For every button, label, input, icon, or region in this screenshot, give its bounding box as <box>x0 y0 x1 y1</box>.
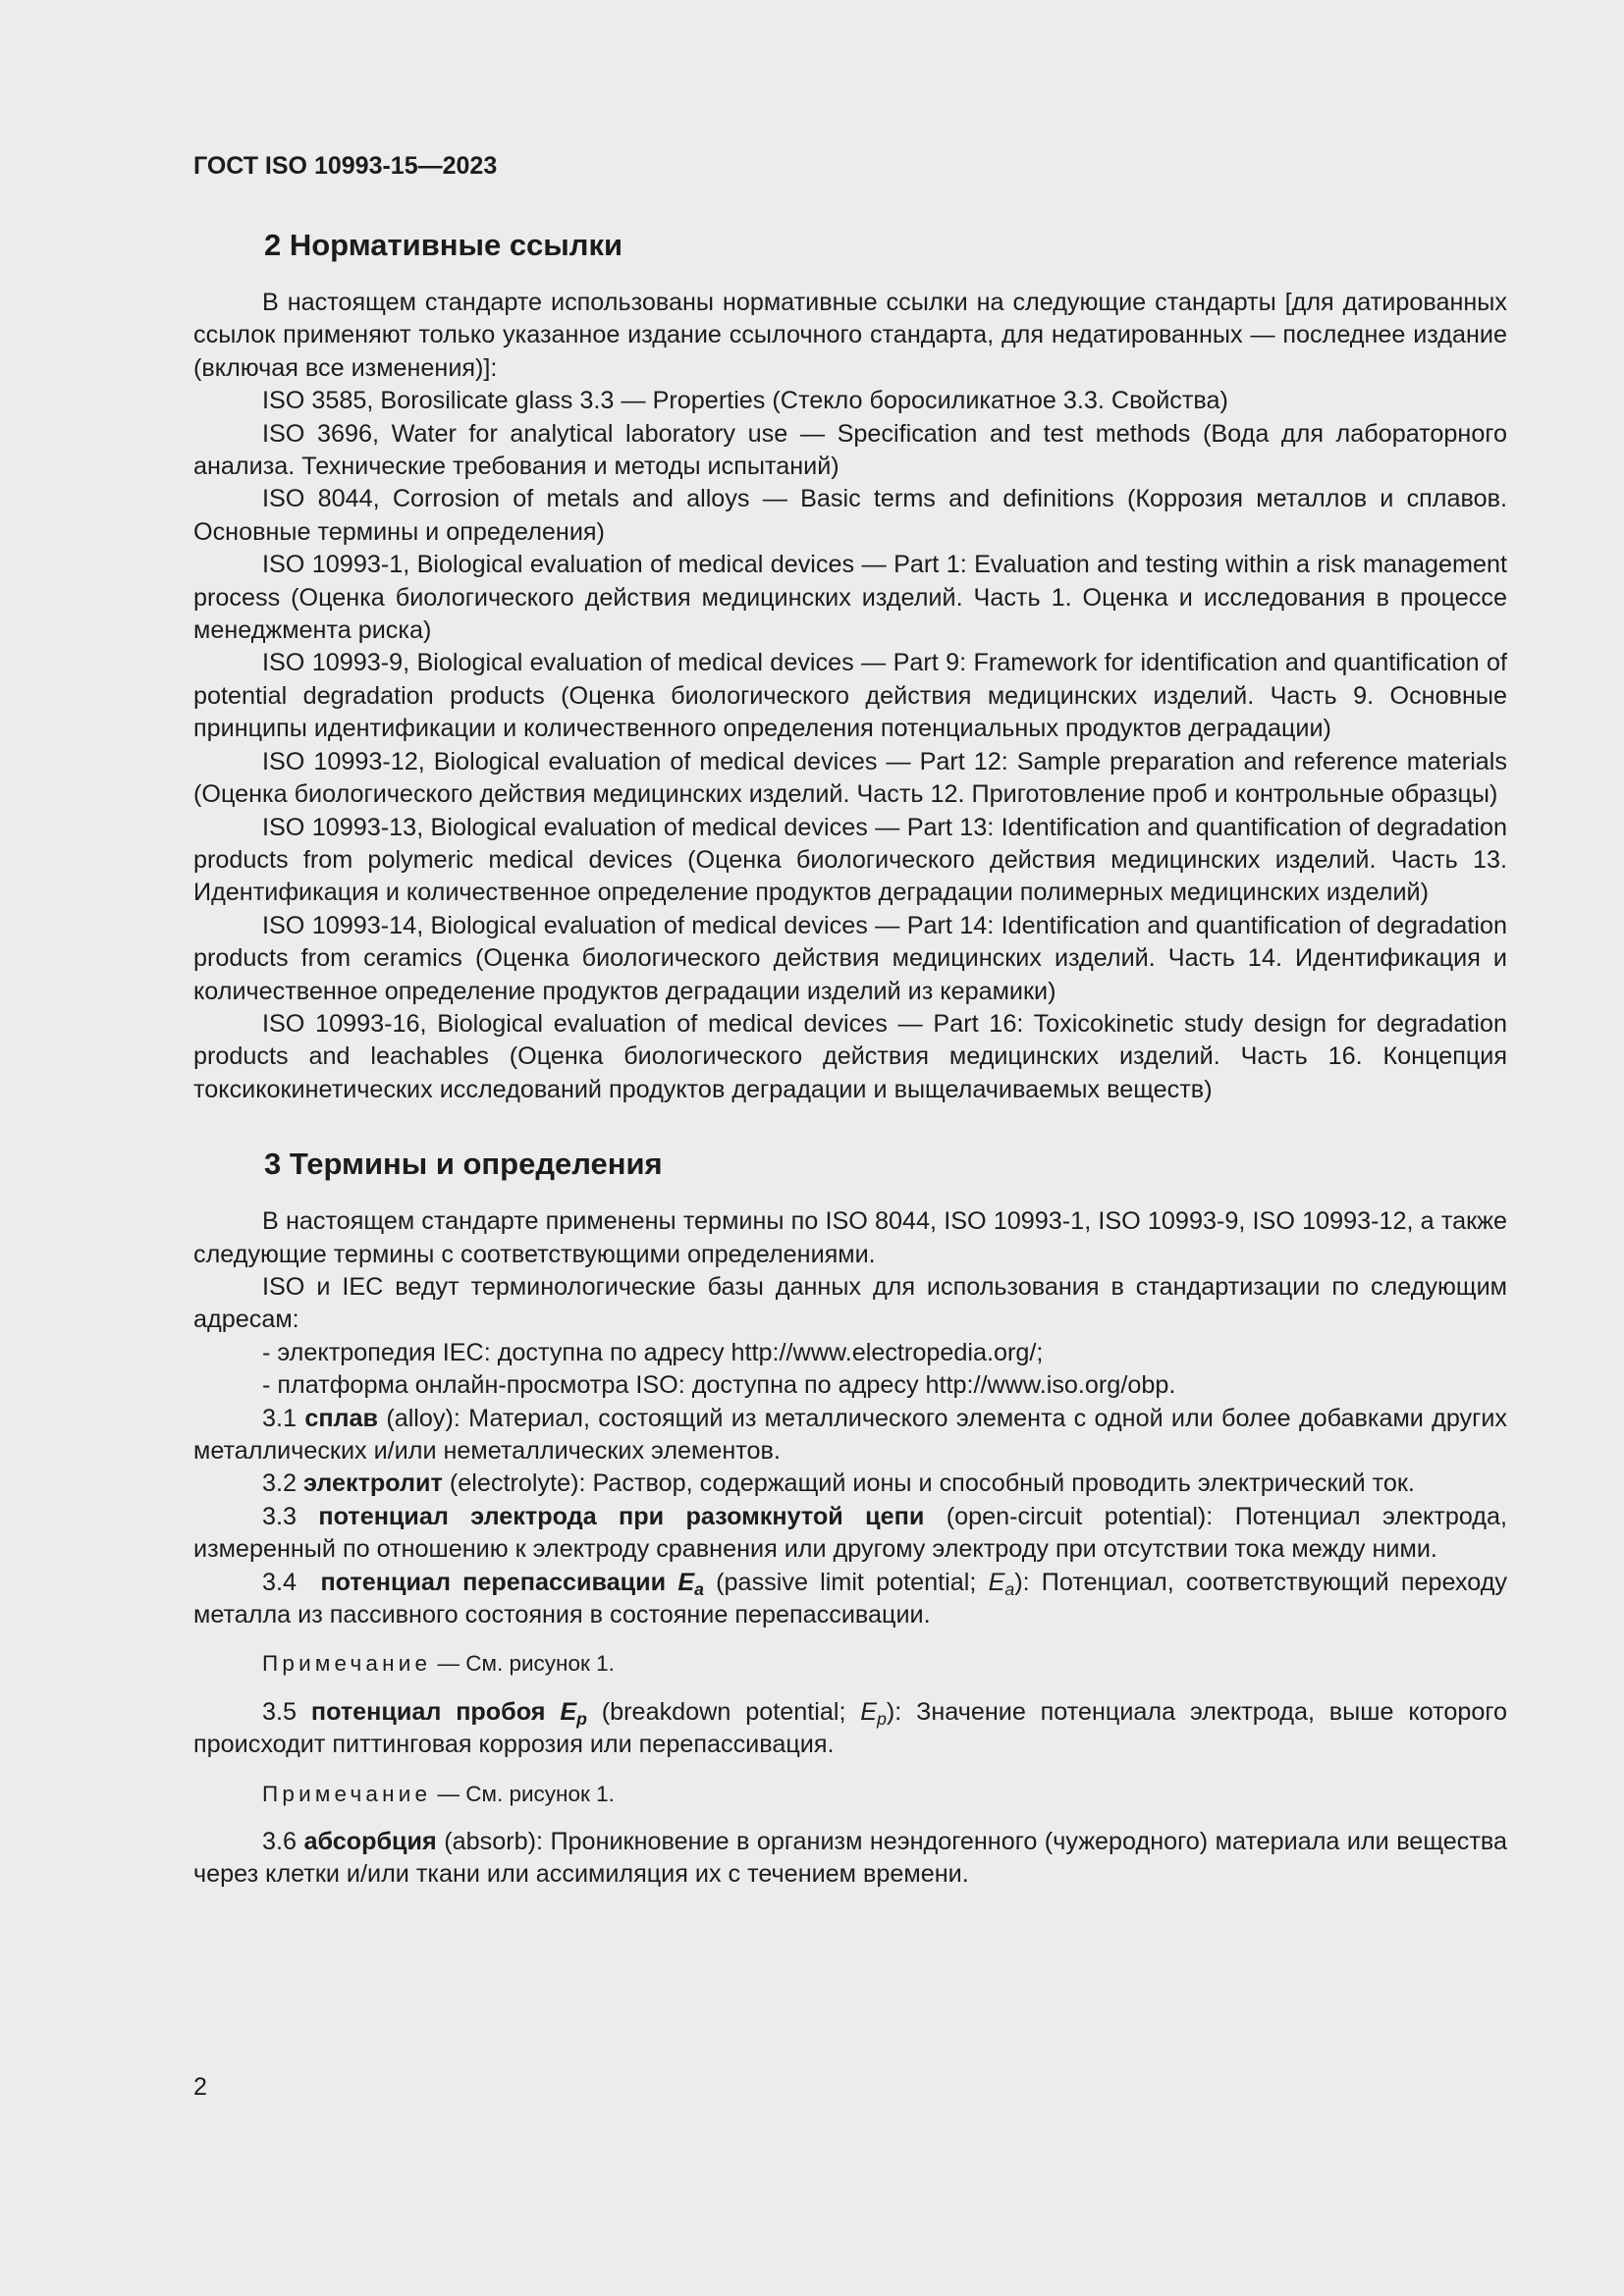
term-3-6: 3.6 абсорбция (absorb): Проникновение в организм неэндогенного (чужеродного) материала или вещества через клетки и/или ткани или ассимиляция их с течением времени. <box>193 1828 1507 1889</box>
term-3-6-name: абсорбция <box>303 1828 437 1856</box>
page-number: 2 <box>193 2073 207 2101</box>
term-3-2-name: электролит <box>303 1469 443 1498</box>
reference-item: ISO 10993-14, Biological evaluation of medical devices — Part 14: Identification and quantification of degradation products from ceramics (Оценка биологического действия медицинских изделий. Часть 14. Идентификация и количественное определение продуктов деградации изделий из керамики) <box>193 911 1507 1005</box>
term-3-1: 3.1 сплав (alloy): Материал, состоящий из металлического элемента с одной или более добавками других металлических и/или неметаллических элементов. <box>193 1404 1508 1465</box>
term-3-3: 3.3 потенциал электрода при разомкнутой цепи (open-circuit potential): Потенциал электрода, измеренный по отношению к электроду сравнения или другому электроду при отсутствии тока между ними. <box>193 1502 1508 1564</box>
reference-item: ISO 3696, Water for analytical laboratory use — Specification and test methods (Вода для лабораторного анализа. Технические требования и методы испытаний) <box>193 419 1507 481</box>
reference-item: ISO 8044, Corrosion of metals and alloys — Basic terms and definitions (Коррозия металлов и сплавов. Основные термины и определения) <box>193 485 1507 546</box>
note-3-4: Примечание — См. рисунок 1. <box>262 1651 615 1677</box>
reference-item: ISO 10993-13, Biological evaluation of medical devices — Part 13: Identification and quantification of degradation products from polymeric medical devices (Оценка биологического действия медицинских изделий. Часть 13. Идентификация и количественное определение продуктов деградации полимерных медицинских изделий) <box>193 813 1507 907</box>
term-3-1-name: сплав <box>304 1404 379 1432</box>
document-header: ГОСТ ISO 10993-15—2023 <box>193 152 498 180</box>
address-iso-obp: - платформа онлайн-просмотра ISO: доступна по адресу http://www.iso.org/obp. <box>262 1371 1176 1400</box>
section-2-intro: В настоящем стандарте использованы нормативные ссылки на следующие стандарты [для датированных ссылок применяют только указанное издание ссылочного стандарта, для недатированных — последнее издание (включая все изменения)]: <box>193 289 1507 382</box>
term-3-4: 3.4 потенциал перепассивации $E_a$ (passive limit potential; $E_a$): Потенциал, соответствующий переходу металла из пассивного состояния в состояние перепассивации. <box>193 1568 1508 1629</box>
reference-item: ISO 3585, Borosilicate glass 3.3 — Properties (Стекло боросиликатное 3.3. Свойства) <box>262 387 1228 415</box>
reference-item: ISO 10993-16, Biological evaluation of medical devices — Part 16: Toxicokinetic study design for degradation products and leachables (Оценка биологического действия медицинских изделий. Часть 16. Концепция токсикокинетических исследований продуктов деградации и выщелачиваемых веществ) <box>193 1009 1507 1103</box>
section-3-intro: В настоящем стандарте применены термины по ISO 8044, ISO 10993-1, ISO 10993-9, ISO 10993-12, а также следующие термины с соответствующими определениями. <box>193 1207 1507 1268</box>
note-3-5: Примечание — См. рисунок 1. <box>262 1781 615 1806</box>
address-electropedia: - электропедия IEC: доступна по адресу http://www.electropedia.org/; <box>262 1338 1044 1366</box>
term-3-5: 3.5 потенциал пробоя $E_p$ (breakdown potential; $E_p$): Значение потенциала электрода, выше которого происходит питтинговая коррозия или перепассивация. <box>193 1697 1508 1759</box>
section-3-title: 3 Термины и определения <box>264 1147 663 1182</box>
reference-item: ISO 10993-9, Biological evaluation of medical devices — Part 9: Framework for identification and quantification of potential degradation products (Оценка биологического действия медицинских изделий. Часть 9. Основные принципы идентификации и количественного определения потенциальных продуктов деградации) <box>193 649 1507 743</box>
term-3-2: 3.2 электролит (electrolyte): Раствор, содержащий ионы и способный проводить электрический ток. <box>262 1469 1415 1498</box>
section-2-title: 2 Нормативные ссылки <box>264 228 623 262</box>
iso-iec-paragraph: ISO и IEC ведут терминологические базы данных для использования в стандартизации по следующим адресам: <box>193 1272 1507 1334</box>
reference-item: ISO 10993-12, Biological evaluation of medical devices — Part 12: Sample preparation and reference materials (Оценка биологического действия медицинских изделий. Часть 12. Приготовление проб и контрольные образцы) <box>193 747 1507 809</box>
reference-item: ISO 10993-1, Biological evaluation of medical devices — Part 1: Evaluation and testing within a risk management process (Оценка биологического действия медицинских изделий. Часть 1. Оценка и исследования в процессе менеджмента риска) <box>193 551 1507 645</box>
term-3-3-name: потенциал электрода при разомкнутой цепи <box>318 1502 925 1530</box>
term-3-4-name: потенциал перепассивации <box>320 1568 667 1596</box>
term-3-5-name: потенциал пробоя <box>310 1697 546 1726</box>
